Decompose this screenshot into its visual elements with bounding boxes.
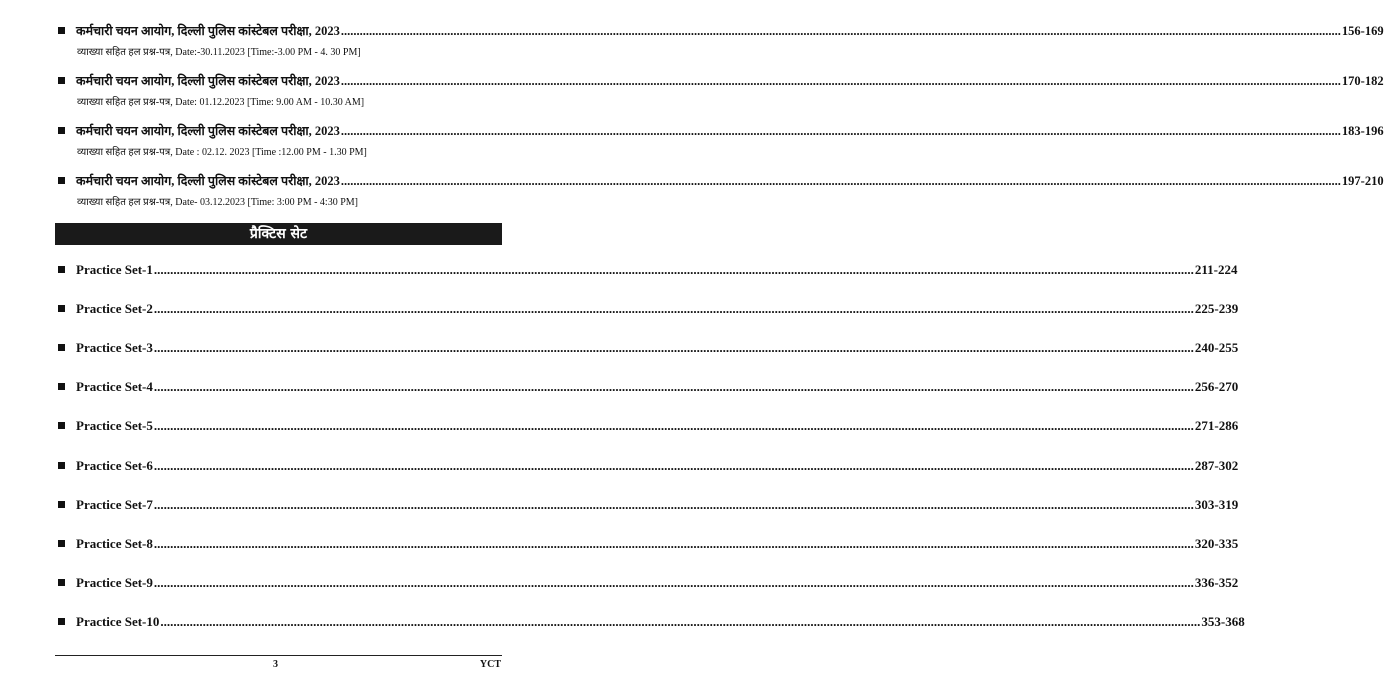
toc-entry-exam-1 xyxy=(58,22,1384,58)
page-range: 197-210 xyxy=(1341,174,1384,188)
leader-dots: ................................................................................................................................................................................................................................................................................................................................ xyxy=(153,262,1194,277)
square-bullet-icon xyxy=(58,177,65,184)
page-number: 3 xyxy=(273,659,278,670)
entry-subtitle: व्याख्या सहित हल प्रश्न-पत्र, Date: 01.12.2023 [Time: 9.00 AM - 10.30 AM] xyxy=(77,97,365,108)
square-bullet-icon xyxy=(58,383,65,390)
square-bullet-icon xyxy=(58,127,65,134)
entry-title: Practice Set-3 xyxy=(76,340,153,355)
publisher-label: YCT xyxy=(479,659,501,670)
toc-entry-practice-set-4 xyxy=(58,379,1239,395)
leader-dots: ................................................................................................................................................................................................................................................................................................................................ xyxy=(153,301,1194,316)
square-bullet-icon xyxy=(58,618,65,625)
square-bullet-icon xyxy=(58,422,65,429)
entry-title: Practice Set-1 xyxy=(76,262,153,277)
toc-entry-exam-3 xyxy=(58,122,1384,158)
page-range: 320-335 xyxy=(1194,536,1239,551)
entry-title: Practice Set-9 xyxy=(76,575,153,590)
entry-title: Practice Set-2 xyxy=(76,301,153,316)
toc-entry-practice-set-5 xyxy=(58,418,1239,434)
toc-entry-practice-set-10 xyxy=(58,614,1245,630)
page-range: 287-302 xyxy=(1194,458,1239,473)
section-heading: प्रैक्टिस सेट xyxy=(55,223,502,245)
leader-dots: ................................................................................................................................................................................................................................................................................................................................ xyxy=(160,614,1201,629)
square-bullet-icon xyxy=(58,305,65,312)
page-range: 183-196 xyxy=(1341,124,1384,138)
page-range: 336-352 xyxy=(1194,575,1239,590)
page-range: 353-368 xyxy=(1201,614,1245,629)
toc-entry-practice-set-7 xyxy=(58,497,1239,513)
leader-dots: ................................................................................................................................................................................................................................................................................................................................ xyxy=(153,575,1194,590)
leader-dots: ................................................................................................................................................................................................................................................................................................................................ xyxy=(153,458,1194,473)
page-range: 240-255 xyxy=(1194,340,1239,355)
footer-divider xyxy=(55,655,502,656)
square-bullet-icon xyxy=(58,501,65,508)
entry-title: Practice Set-4 xyxy=(76,379,153,394)
toc-entry-practice-set-8 xyxy=(58,536,1239,552)
square-bullet-icon xyxy=(58,27,65,34)
entry-title: कर्मचारी चयन आयोग, दिल्ली पुलिस कांस्टेबल परीक्षा, 2023 xyxy=(76,124,340,138)
page-range: 170-182 xyxy=(1341,74,1384,88)
entry-title: कर्मचारी चयन आयोग, दिल्ली पुलिस कांस्टेबल परीक्षा, 2023 xyxy=(76,24,340,38)
toc-entry-practice-set-3 xyxy=(58,340,1239,356)
square-bullet-icon xyxy=(58,77,65,84)
toc-entry-practice-set-1 xyxy=(58,262,1238,278)
entry-title: Practice Set-6 xyxy=(76,458,153,473)
leader-dots: ................................................................................................................................................................................................................................................................................................................................ xyxy=(153,418,1194,433)
toc-entry-exam-4 xyxy=(58,172,1384,208)
square-bullet-icon xyxy=(58,266,65,273)
square-bullet-icon xyxy=(58,344,65,351)
page-range: 156-169 xyxy=(1341,24,1384,38)
entry-subtitle: व्याख्या सहित हल प्रश्न-पत्र, Date- 03.12.2023 [Time: 3:00 PM - 4:30 PM] xyxy=(77,197,358,208)
square-bullet-icon xyxy=(58,579,65,586)
leader-dots: ................................................................................................................................................................................................................................................................................................................................ xyxy=(340,174,1341,188)
toc-entry-practice-set-9 xyxy=(58,575,1239,591)
square-bullet-icon xyxy=(58,540,65,547)
entry-title: Practice Set-10 xyxy=(76,614,160,629)
leader-dots: ................................................................................................................................................................................................................................................................................................................................ xyxy=(340,74,1341,88)
entry-subtitle: व्याख्या सहित हल प्रश्न-पत्र, Date:-30.11.2023 [Time:-3.00 PM - 4. 30 PM] xyxy=(77,47,361,58)
leader-dots: ................................................................................................................................................................................................................................................................................................................................ xyxy=(153,536,1194,551)
toc-entry-exam-2 xyxy=(58,72,1384,108)
entry-title: कर्मचारी चयन आयोग, दिल्ली पुलिस कांस्टेबल परीक्षा, 2023 xyxy=(76,74,340,88)
page-range: 225-239 xyxy=(1194,301,1239,316)
entry-title: Practice Set-5 xyxy=(76,418,153,433)
square-bullet-icon xyxy=(58,462,65,469)
entry-title: कर्मचारी चयन आयोग, दिल्ली पुलिस कांस्टेबल परीक्षा, 2023 xyxy=(76,174,340,188)
page-range: 271-286 xyxy=(1194,418,1239,433)
leader-dots: ................................................................................................................................................................................................................................................................................................................................ xyxy=(153,379,1194,394)
leader-dots: ................................................................................................................................................................................................................................................................................................................................ xyxy=(153,340,1194,355)
page-range: 211-224 xyxy=(1194,262,1238,277)
entry-title: Practice Set-8 xyxy=(76,536,153,551)
toc-entry-practice-set-2 xyxy=(58,301,1239,317)
entry-subtitle: व्याख्या सहित हल प्रश्न-पत्र, Date : 02.12. 2023 [Time :12.00 PM - 1.30 PM] xyxy=(77,147,367,158)
page-range: 303-319 xyxy=(1194,497,1239,512)
toc-entry-practice-set-6 xyxy=(58,458,1239,474)
leader-dots: ................................................................................................................................................................................................................................................................................................................................ xyxy=(153,497,1194,512)
entry-title: Practice Set-7 xyxy=(76,497,153,512)
leader-dots: ................................................................................................................................................................................................................................................................................................................................ xyxy=(340,24,1341,38)
page-range: 256-270 xyxy=(1194,379,1239,394)
leader-dots: ................................................................................................................................................................................................................................................................................................................................ xyxy=(340,124,1341,138)
